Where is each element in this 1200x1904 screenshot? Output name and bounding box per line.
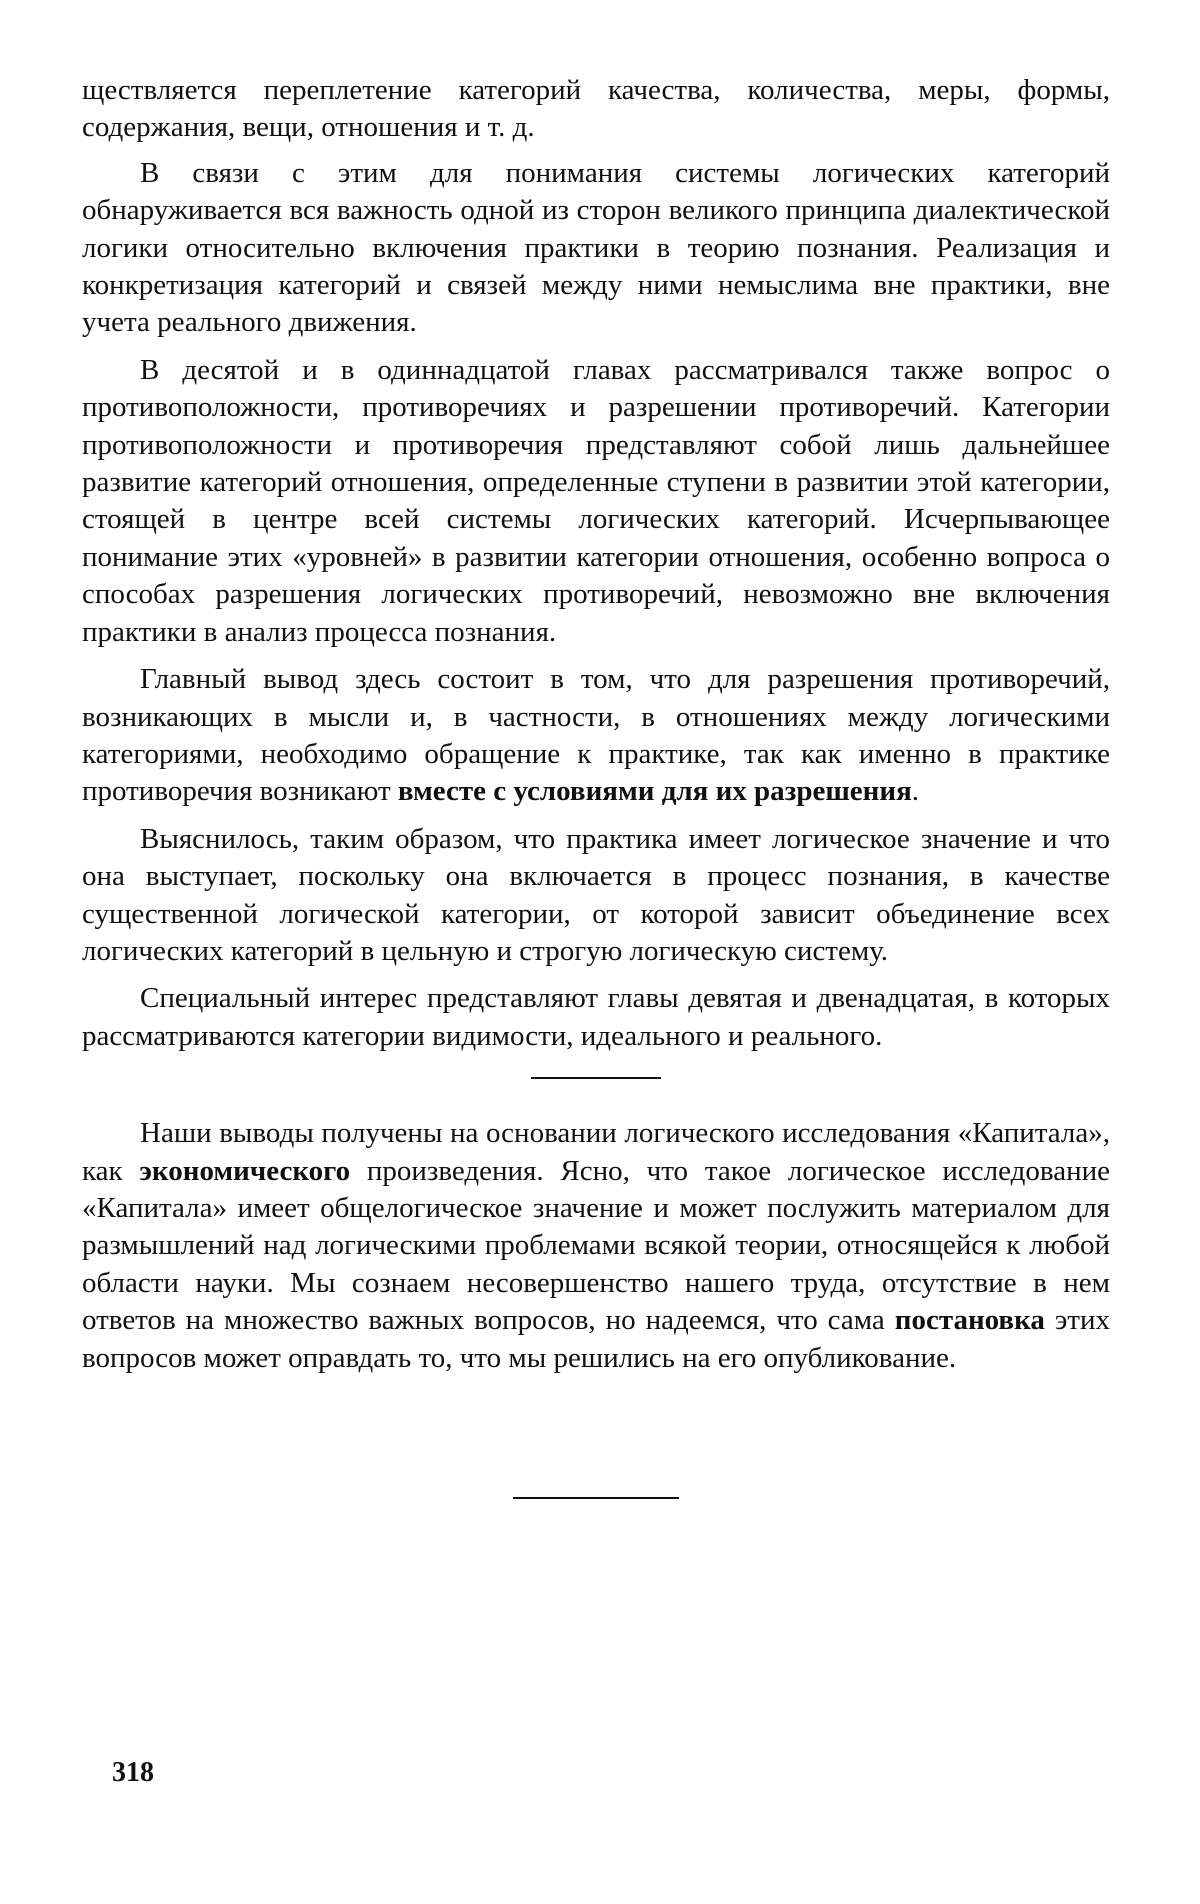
paragraph-continuation bbox=[82, 72, 1110, 147]
paragraph-special-interest bbox=[82, 980, 1110, 1055]
paragraph-main-conclusion bbox=[82, 661, 1110, 811]
paragraph-text: Выяснилось, таким образом, что практика имеет логическое значение и что она выступает, поскольку она включается в процесс познания, в качестве существенной логической категории, от которой зависит объединение всех логических категорий в цельную и строгую логическую систему. bbox=[82, 822, 1110, 967]
paragraph-text: . bbox=[911, 775, 920, 808]
paragraph-text: Главный вывод здесь состоит в том, что для разрешения противоречий, возникающих в мысли и, в частности, в отношениях между логическими категориями, необходимо обращение к практике, так как именно в практике противоречия возникают bbox=[82, 663, 1110, 808]
emphasis-text: экономического bbox=[139, 1154, 351, 1187]
paragraph-final-remarks bbox=[82, 1115, 1110, 1377]
paragraph-text: В десятой и в одиннадцатой главах рассматривался также вопрос о противоположности, противоречиях и разрешении противоречий. Категории противоположности и противоречия представляют собой лишь дальнейшее развитие категорий отношения, определенные ступени в развитии этой категории, стоящей в центре всей системы логических категорий. Исчерпывающее понимание этих «уровней» в развитии категории отношения, особенно вопроса о способах разрешения логических противоречий, невозможно вне включения практики в анализ процесса познания. bbox=[82, 353, 1110, 648]
paragraph-text: произведения. Ясно, что такое логическое исследование «Капитала» имеет общелогическое значение и может послужить материалом для размышлений над логическими проблемами всякой теории, относящейся к любой области науки. Мы сознаем несовершенство нашего труда, отсутствие в нем ответов на множество важных вопросов, но надеемся, что сама bbox=[82, 1154, 1110, 1337]
paragraph-text: Специальный интерес представляют главы девятая и двенадцатая, в которых рассматриваются категории видимости, идеального и реального. bbox=[82, 982, 1110, 1052]
page-number: 318 bbox=[112, 1757, 154, 1788]
section-divider bbox=[531, 1077, 661, 1079]
paragraph-text: Наши выводы получены на основании логического исследования «Капитала», как bbox=[82, 1117, 1110, 1187]
paragraph-contradictions bbox=[82, 352, 1110, 651]
book-page bbox=[82, 72, 1110, 1852]
paragraph-text: этих вопросов может оправдать то, что мы решились на его опубликование. bbox=[82, 1304, 1110, 1374]
emphasis-text: вместе с условиями для их разрешения bbox=[397, 775, 912, 808]
emphasis-text: постановка bbox=[894, 1304, 1045, 1337]
end-divider bbox=[513, 1497, 679, 1499]
paragraph-text: В связи с этим для понимания системы логических категорий обнаруживается вся важность одной из сторон великого принципа диалектической логики относительно включения практики в теорию познания. Реализация и конкретизация категорий и связей между ними немыслима вне практики, вне учета реального движения. bbox=[82, 156, 1110, 339]
paragraph-practice-role bbox=[82, 155, 1110, 342]
paragraph-logical-meaning bbox=[82, 821, 1110, 971]
paragraph-text: ществляется переплетение категорий качества, количества, меры, формы, содержания, вещи, отношения и т. д. bbox=[82, 74, 1110, 144]
